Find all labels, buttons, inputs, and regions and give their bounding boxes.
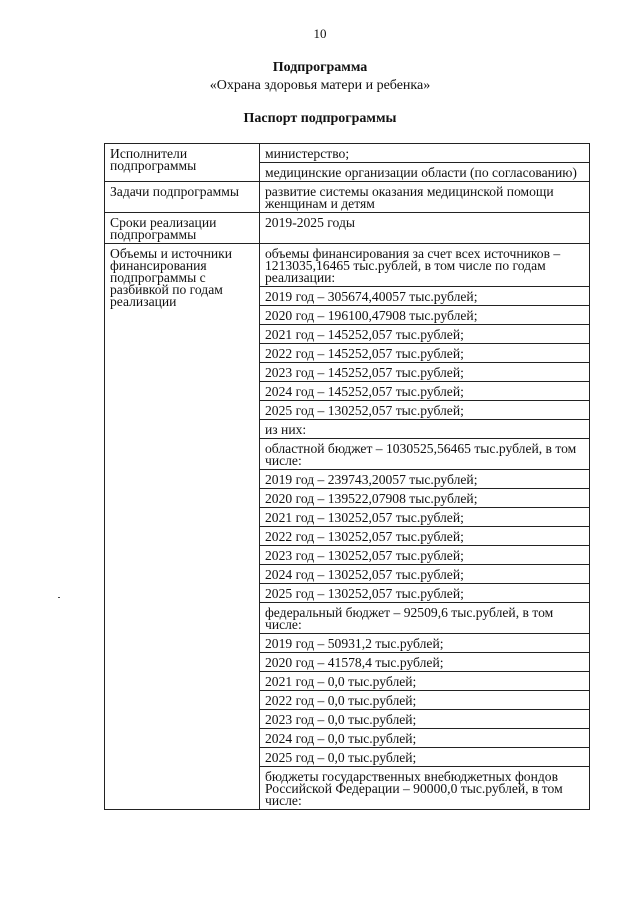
row-label: Объемы и источники финансирования подпрограммы с разбивкой по годам реализации [105,244,260,810]
value-line: федеральный бюджет – 92509,6 тыс.рублей, в том числе: [260,603,589,634]
value-line: развитие системы оказания медицинской помощи женщинам и детям [265,184,554,211]
passport-heading: Паспорт подпрограммы [243,111,397,126]
value-line: 2019-2025 годы [265,215,355,230]
value-line: 2021 год – 145252,057 тыс.рублей; [260,325,589,344]
row-value [260,144,590,182]
row-label: Исполнители подпрограммы [105,144,260,182]
value-line: 2020 год – 196100,47908 тыс.рублей; [260,306,589,325]
value-line: 2024 год – 0,0 тыс.рублей; [260,729,589,748]
value-line: объемы финансирования за счет всех источников – 1213035,16465 тыс.рублей, в том числе по годам реализации: [260,244,589,287]
subprogram-name: «Охрана здоровья матери и ребенка» [209,78,431,93]
passport-row [105,213,590,244]
value-line: 2023 год – 0,0 тыс.рублей; [260,710,589,729]
value-line: 2023 год – 130252,057 тыс.рублей; [260,546,589,565]
passport-table [104,143,590,810]
passport-row [105,182,590,213]
value-line: 2024 год – 130252,057 тыс.рублей; [260,565,589,584]
value-line: 2019 год – 50931,2 тыс.рублей; [260,634,589,653]
value-line: 2020 год – 41578,4 тыс.рублей; [260,653,589,672]
passport-row [105,244,590,810]
value-line: областной бюджет – 1030525,56465 тыс.рублей, в том числе: [260,439,589,470]
stray-mark [58,597,60,598]
value-line: бюджеты государственных внебюджетных фондов Российской Федерации – 90000,0 тыс.рублей, в том числе: [265,769,563,808]
row-value [260,182,590,213]
value-line: 2025 год – 130252,057 тыс.рублей; [260,584,589,603]
row-value [260,244,590,810]
value-line: 2023 год – 145252,057 тыс.рублей; [260,363,589,382]
value-line: 2022 год – 0,0 тыс.рублей; [260,691,589,710]
row-value [260,213,590,244]
value-line: 2019 год – 239743,20057 тыс.рублей; [260,470,589,489]
value-line: 2025 год – 130252,057 тыс.рублей; [260,401,589,420]
row-label: Задачи подпрограммы [105,182,260,213]
value-line: 2022 год – 145252,057 тыс.рублей; [260,344,589,363]
value-line: из них: [260,420,589,439]
page-number: 10 [313,26,327,41]
value-line: 2019 год – 305674,40057 тыс.рублей; [260,287,589,306]
subprogram-heading: Подпрограмма [272,60,368,75]
row-label: Сроки реализации подпрограммы [105,213,260,244]
value-line: 2021 год – 0,0 тыс.рублей; [260,672,589,691]
passport-row [105,144,590,182]
value-line: 2021 год – 130252,057 тыс.рублей; [260,508,589,527]
value-line: 2024 год – 145252,057 тыс.рублей; [260,382,589,401]
value-line: 2025 год – 0,0 тыс.рублей; [260,748,589,767]
value-line: медицинские организации области (по согласованию) [265,165,577,180]
value-line: 2020 год – 139522,07908 тыс.рублей; [260,489,589,508]
value-line: 2022 год – 130252,057 тыс.рублей; [260,527,589,546]
passport-table-body [105,144,590,810]
value-line: министерство; [260,144,589,163]
